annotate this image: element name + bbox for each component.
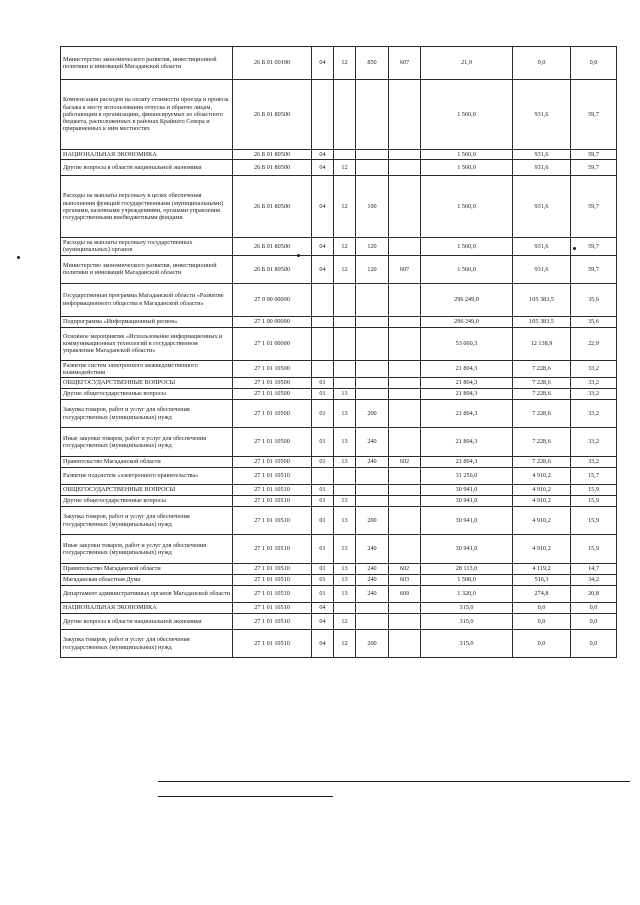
cell-name: Компенсация расходов на оплату стоимости проезда и провоза багажа к месту использования отпуска и обратно лицам, работающим в организациях, финансируемых из областного бюджета, расположенных в районах Крайнего Севера и приравненных к ним местностях [61, 80, 233, 150]
cell-rz: 01 [312, 457, 334, 468]
cell-v1: 30 941,0 [421, 507, 513, 535]
cell-rz: 04 [312, 614, 334, 630]
cell-vr: 240 [356, 428, 389, 457]
cell-pr [334, 316, 356, 327]
cell-pr [334, 283, 356, 316]
table-row [61, 586, 617, 603]
cell-vr: 120 [356, 255, 389, 283]
cell-v1: 1 560,0 [421, 176, 513, 238]
cell-v2: 516,3 [513, 575, 571, 586]
cell-pr: 12 [334, 614, 356, 630]
cell-csr: 27 1 01 10500 [233, 428, 312, 457]
table-row [61, 614, 617, 630]
cell-pr: 13 [334, 400, 356, 428]
cell-vr [356, 378, 389, 389]
cell-pr: 12 [334, 238, 356, 255]
scan-mark [17, 256, 20, 259]
cell-v1: 30 941,0 [421, 535, 513, 564]
table-row [61, 603, 617, 614]
cell-gr: 609 [389, 586, 421, 603]
cell-vr: 240 [356, 535, 389, 564]
cell-pr: 12 [334, 630, 356, 658]
cell-v3: 0,0 [571, 603, 617, 614]
table-row [61, 80, 617, 150]
cell-rz: 01 [312, 535, 334, 564]
cell-pr: 13 [334, 564, 356, 575]
cell-rz: 01 [312, 378, 334, 389]
cell-rz: 01 [312, 575, 334, 586]
cell-name: НАЦИОНАЛЬНАЯ ЭКОНОМИКА [61, 150, 233, 160]
cell-gr [389, 176, 421, 238]
cell-vr: 240 [356, 564, 389, 575]
cell-gr [389, 603, 421, 614]
cell-gr: 602 [389, 564, 421, 575]
table-row [61, 316, 617, 327]
cell-v3: 35,6 [571, 283, 617, 316]
cell-name: Расходы на выплаты персоналу в целях обеспечения выполнения функций государственными (муниципальными) органами, казенными учреждениями, органами управления государственными внебюджетными фондами [61, 176, 233, 238]
cell-name: Департамент административных органов Магаданской области [61, 586, 233, 603]
table-row [61, 255, 617, 283]
cell-v2: 931,6 [513, 80, 571, 150]
cell-vr [356, 360, 389, 377]
cell-csr: 27 1 01 10510 [233, 575, 312, 586]
cell-v1: 315,0 [421, 630, 513, 658]
cell-v2: 105 383,5 [513, 283, 571, 316]
cell-rz [312, 327, 334, 360]
cell-rz: 04 [312, 630, 334, 658]
cell-v2: 931,6 [513, 255, 571, 283]
cell-pr: 13 [334, 575, 356, 586]
cell-name: Министерство экономического развития, инвестиционной политики и инноваций Магаданской области [61, 255, 233, 283]
cell-gr [389, 327, 421, 360]
cell-v2: 4 119,2 [513, 564, 571, 575]
cell-v3: 35,6 [571, 316, 617, 327]
cell-name: Министерство экономического развития, инвестиционной политики и инноваций Магаданской области [61, 47, 233, 80]
table-row [61, 496, 617, 507]
cell-rz [312, 316, 334, 327]
cell-rz: 04 [312, 603, 334, 614]
cell-gr [389, 428, 421, 457]
cell-pr [334, 603, 356, 614]
cell-gr: 603 [389, 575, 421, 586]
budget-table [60, 46, 617, 658]
cell-gr [389, 316, 421, 327]
table-row [61, 47, 617, 80]
cell-v2: 7 228,6 [513, 457, 571, 468]
cell-csr: 27 1 01 10510 [233, 485, 312, 496]
cell-v1: 315,0 [421, 603, 513, 614]
cell-v1: 1 320,0 [421, 586, 513, 603]
cell-v1: 1 560,0 [421, 160, 513, 176]
cell-v2: 0,0 [513, 614, 571, 630]
cell-gr [389, 238, 421, 255]
scan-mark [297, 254, 300, 257]
table-row [61, 378, 617, 389]
cell-rz: 04 [312, 47, 334, 80]
cell-vr [356, 80, 389, 150]
cell-v1: 315,0 [421, 614, 513, 630]
table-row [61, 564, 617, 575]
cell-v3: 20,8 [571, 586, 617, 603]
cell-vr [356, 614, 389, 630]
table-row [61, 283, 617, 316]
cell-name: Иные закупки товаров, работ и услуг для обеспечения государственных (муниципальных) нужд [61, 535, 233, 564]
cell-name: Развитие систем электронного межведомственного взаимодействия [61, 360, 233, 377]
cell-pr: 13 [334, 457, 356, 468]
cell-v3: 34,2 [571, 575, 617, 586]
cell-gr [389, 468, 421, 485]
cell-v1: 30 941,0 [421, 496, 513, 507]
cell-rz [312, 468, 334, 485]
cell-name: Государственная программа Магаданской области «Развитие информационного общества в Магаданской области» [61, 283, 233, 316]
cell-rz: 01 [312, 428, 334, 457]
cell-name: Правительство Магаданской области [61, 564, 233, 575]
cell-gr: 607 [389, 47, 421, 80]
cell-v3: 59,7 [571, 160, 617, 176]
cell-v2: 4 910,2 [513, 535, 571, 564]
cell-vr [356, 327, 389, 360]
cell-v2: 0,0 [513, 47, 571, 80]
cell-csr: 27 1 01 10500 [233, 457, 312, 468]
cell-v3: 59,7 [571, 238, 617, 255]
cell-v1: 21 804,3 [421, 428, 513, 457]
cell-rz: 04 [312, 255, 334, 283]
cell-v1: 21 804,3 [421, 360, 513, 377]
cell-name: Развитие подсистем «электронного правительства» [61, 468, 233, 485]
cell-csr: 26 Б 01 00190 [233, 47, 312, 80]
cell-rz: 04 [312, 176, 334, 238]
cell-v2: 931,6 [513, 176, 571, 238]
cell-rz: 01 [312, 586, 334, 603]
cell-csr: 27 1 01 10510 [233, 603, 312, 614]
table-row [61, 630, 617, 658]
table-row [61, 150, 617, 160]
cell-name: Правительство Магаданской области [61, 457, 233, 468]
cell-gr [389, 150, 421, 160]
cell-rz [312, 283, 334, 316]
cell-vr [356, 160, 389, 176]
cell-vr: 850 [356, 47, 389, 80]
cell-csr: 27 1 01 10510 [233, 630, 312, 658]
cell-vr [356, 389, 389, 400]
cell-rz: 01 [312, 496, 334, 507]
cell-v3: 14,7 [571, 564, 617, 575]
cell-v2: 105 383,5 [513, 316, 571, 327]
cell-pr: 13 [334, 496, 356, 507]
cell-csr: 26 Б 01 80500 [233, 176, 312, 238]
cell-csr: 27 0 00 00000 [233, 283, 312, 316]
cell-rz: 04 [312, 150, 334, 160]
cell-v2: 931,6 [513, 160, 571, 176]
cell-v2: 7 228,6 [513, 389, 571, 400]
cell-v3: 15,9 [571, 535, 617, 564]
cell-csr: 27 1 01 00000 [233, 327, 312, 360]
cell-pr [334, 327, 356, 360]
cell-v1: 31 256,0 [421, 468, 513, 485]
cell-v3: 33,2 [571, 400, 617, 428]
cell-rz: 01 [312, 485, 334, 496]
cell-gr: 607 [389, 255, 421, 283]
cell-v2: 0,0 [513, 603, 571, 614]
cell-vr [356, 468, 389, 485]
cell-csr: 27 1 01 10500 [233, 360, 312, 377]
cell-v3: 59,7 [571, 255, 617, 283]
cell-vr [356, 603, 389, 614]
cell-vr [356, 316, 389, 327]
cell-csr: 27 1 01 10510 [233, 586, 312, 603]
cell-v1: 296 249,0 [421, 316, 513, 327]
table-row [61, 360, 617, 377]
cell-csr: 27 1 01 10510 [233, 614, 312, 630]
cell-gr [389, 630, 421, 658]
cell-gr [389, 485, 421, 496]
cell-v3: 33,2 [571, 389, 617, 400]
cell-v3: 15,9 [571, 485, 617, 496]
cell-pr: 13 [334, 586, 356, 603]
cell-v3: 59,7 [571, 150, 617, 160]
cell-v1: 28 113,0 [421, 564, 513, 575]
cell-name: Основное мероприятие «Использование информационных и коммуникационных технологий в государственном управлении Магаданской области» [61, 327, 233, 360]
cell-pr: 12 [334, 255, 356, 283]
footer-rule [158, 781, 630, 782]
cell-v2: 4 910,2 [513, 496, 571, 507]
table-row [61, 575, 617, 586]
cell-csr: 26 Б 01 80500 [233, 150, 312, 160]
cell-pr [334, 150, 356, 160]
table-row [61, 428, 617, 457]
cell-name: Магаданская областная Дума [61, 575, 233, 586]
cell-v1: 296 249,0 [421, 283, 513, 316]
cell-v1: 1 560,0 [421, 80, 513, 150]
cell-v3: 59,7 [571, 80, 617, 150]
cell-csr: 27 1 01 10500 [233, 389, 312, 400]
table-row [61, 535, 617, 564]
cell-name: Другие общегосударственные вопросы [61, 389, 233, 400]
cell-name: ОБЩЕГОСУДАРСТВЕННЫЕ ВОПРОСЫ [61, 485, 233, 496]
cell-csr: 26 Б 01 80500 [233, 160, 312, 176]
cell-vr [356, 283, 389, 316]
cell-v3: 33,2 [571, 360, 617, 377]
cell-v1: 21,9 [421, 47, 513, 80]
cell-v1: 1 560,0 [421, 150, 513, 160]
cell-csr: 27 1 01 10510 [233, 564, 312, 575]
cell-csr: 27 1 00 00000 [233, 316, 312, 327]
cell-gr [389, 160, 421, 176]
cell-pr [334, 80, 356, 150]
cell-vr: 200 [356, 400, 389, 428]
table-row [61, 468, 617, 485]
table-row [61, 457, 617, 468]
cell-csr: 27 1 01 10500 [233, 400, 312, 428]
cell-v2: 7 228,6 [513, 428, 571, 457]
cell-name: Закупка товаров, работ и услуг для обеспечения государственных (муниципальных) нужд [61, 400, 233, 428]
cell-vr: 120 [356, 238, 389, 255]
table-row [61, 238, 617, 255]
cell-vr: 240 [356, 586, 389, 603]
cell-v1: 1 560,0 [421, 238, 513, 255]
cell-name: Закупка товаров, работ и услуг для обеспечения государственных (муниципальных) нужд [61, 630, 233, 658]
cell-gr [389, 507, 421, 535]
cell-v1: 21 804,3 [421, 400, 513, 428]
cell-pr [334, 468, 356, 485]
cell-vr [356, 485, 389, 496]
cell-vr: 240 [356, 457, 389, 468]
cell-v1: 1 508,0 [421, 575, 513, 586]
cell-v3: 22,9 [571, 327, 617, 360]
table-row [61, 389, 617, 400]
cell-vr [356, 150, 389, 160]
cell-csr: 27 1 01 10510 [233, 496, 312, 507]
table-row [61, 507, 617, 535]
cell-pr: 12 [334, 176, 356, 238]
cell-pr [334, 360, 356, 377]
cell-v2: 4 910,2 [513, 507, 571, 535]
cell-v1: 53 060,3 [421, 327, 513, 360]
cell-name: Другие общегосударственные вопросы [61, 496, 233, 507]
cell-v1: 30 941,0 [421, 485, 513, 496]
cell-csr: 26 Б 01 80500 [233, 238, 312, 255]
cell-v2: 0,0 [513, 630, 571, 658]
cell-gr [389, 389, 421, 400]
cell-csr: 27 1 01 10500 [233, 378, 312, 389]
cell-rz: 01 [312, 564, 334, 575]
cell-rz: 01 [312, 400, 334, 428]
cell-rz [312, 360, 334, 377]
cell-v2: 931,6 [513, 238, 571, 255]
scan-mark [573, 247, 576, 250]
cell-gr [389, 283, 421, 316]
footer-rule-short [158, 796, 333, 797]
cell-gr: 602 [389, 457, 421, 468]
cell-vr [356, 496, 389, 507]
cell-csr: 27 1 01 10510 [233, 468, 312, 485]
cell-pr: 13 [334, 535, 356, 564]
cell-v3: 33,2 [571, 378, 617, 389]
cell-vr: 100 [356, 176, 389, 238]
cell-gr [389, 378, 421, 389]
cell-pr [334, 485, 356, 496]
cell-csr: 27 1 01 10510 [233, 535, 312, 564]
cell-v2: 4 910,2 [513, 468, 571, 485]
cell-v3: 0,0 [571, 614, 617, 630]
cell-v3: 59,7 [571, 176, 617, 238]
cell-rz: 01 [312, 507, 334, 535]
cell-name: Другие вопросы в области национальной экономики [61, 614, 233, 630]
cell-pr: 12 [334, 47, 356, 80]
cell-v3: 33,2 [571, 457, 617, 468]
cell-gr [389, 496, 421, 507]
table-row [61, 176, 617, 238]
cell-csr: 27 1 01 10510 [233, 507, 312, 535]
cell-vr: 240 [356, 575, 389, 586]
cell-v2: 7 228,6 [513, 360, 571, 377]
cell-v2: 931,6 [513, 150, 571, 160]
cell-v2: 12 138,9 [513, 327, 571, 360]
cell-rz [312, 80, 334, 150]
cell-name: Другие вопросы в области национальной экономики [61, 160, 233, 176]
cell-rz: 01 [312, 389, 334, 400]
table-row [61, 485, 617, 496]
cell-pr: 12 [334, 160, 356, 176]
cell-rz: 04 [312, 160, 334, 176]
cell-pr: 13 [334, 507, 356, 535]
table-body [61, 47, 617, 658]
table-row [61, 160, 617, 176]
cell-gr [389, 400, 421, 428]
cell-name: НАЦИОНАЛЬНАЯ ЭКОНОМИКА [61, 603, 233, 614]
cell-pr: 13 [334, 389, 356, 400]
cell-name: Закупка товаров, работ и услуг для обеспечения государственных (муниципальных) нужд [61, 507, 233, 535]
cell-v2: 4 910,2 [513, 485, 571, 496]
cell-v3: 33,2 [571, 428, 617, 457]
cell-name: Расходы на выплаты персоналу государственных (муниципальных) органов [61, 238, 233, 255]
cell-v2: 7 228,6 [513, 378, 571, 389]
table-row [61, 327, 617, 360]
cell-gr [389, 614, 421, 630]
cell-csr: 26 Б 01 80500 [233, 80, 312, 150]
cell-vr: 200 [356, 630, 389, 658]
cell-v2: 7 228,6 [513, 400, 571, 428]
cell-gr [389, 360, 421, 377]
cell-pr [334, 378, 356, 389]
cell-v3: 15,7 [571, 468, 617, 485]
cell-rz: 04 [312, 238, 334, 255]
cell-v1: 21 804,3 [421, 457, 513, 468]
cell-v3: 15,9 [571, 496, 617, 507]
cell-v1: 21 804,3 [421, 378, 513, 389]
cell-name: Подпрограмма «Информационный регион» [61, 316, 233, 327]
cell-pr: 13 [334, 428, 356, 457]
cell-v2: 274,8 [513, 586, 571, 603]
cell-vr: 200 [356, 507, 389, 535]
cell-v3: 15,9 [571, 507, 617, 535]
cell-v1: 21 804,3 [421, 389, 513, 400]
cell-csr: 26 Б 01 80500 [233, 255, 312, 283]
cell-name: ОБЩЕГОСУДАРСТВЕННЫЕ ВОПРОСЫ [61, 378, 233, 389]
cell-gr [389, 80, 421, 150]
cell-v1: 1 560,0 [421, 255, 513, 283]
cell-v3: 0,0 [571, 630, 617, 658]
cell-name: Иные закупки товаров, работ и услуг для обеспечения государственных (муниципальных) нужд [61, 428, 233, 457]
cell-v3: 0,0 [571, 47, 617, 80]
table-row [61, 400, 617, 428]
cell-gr [389, 535, 421, 564]
